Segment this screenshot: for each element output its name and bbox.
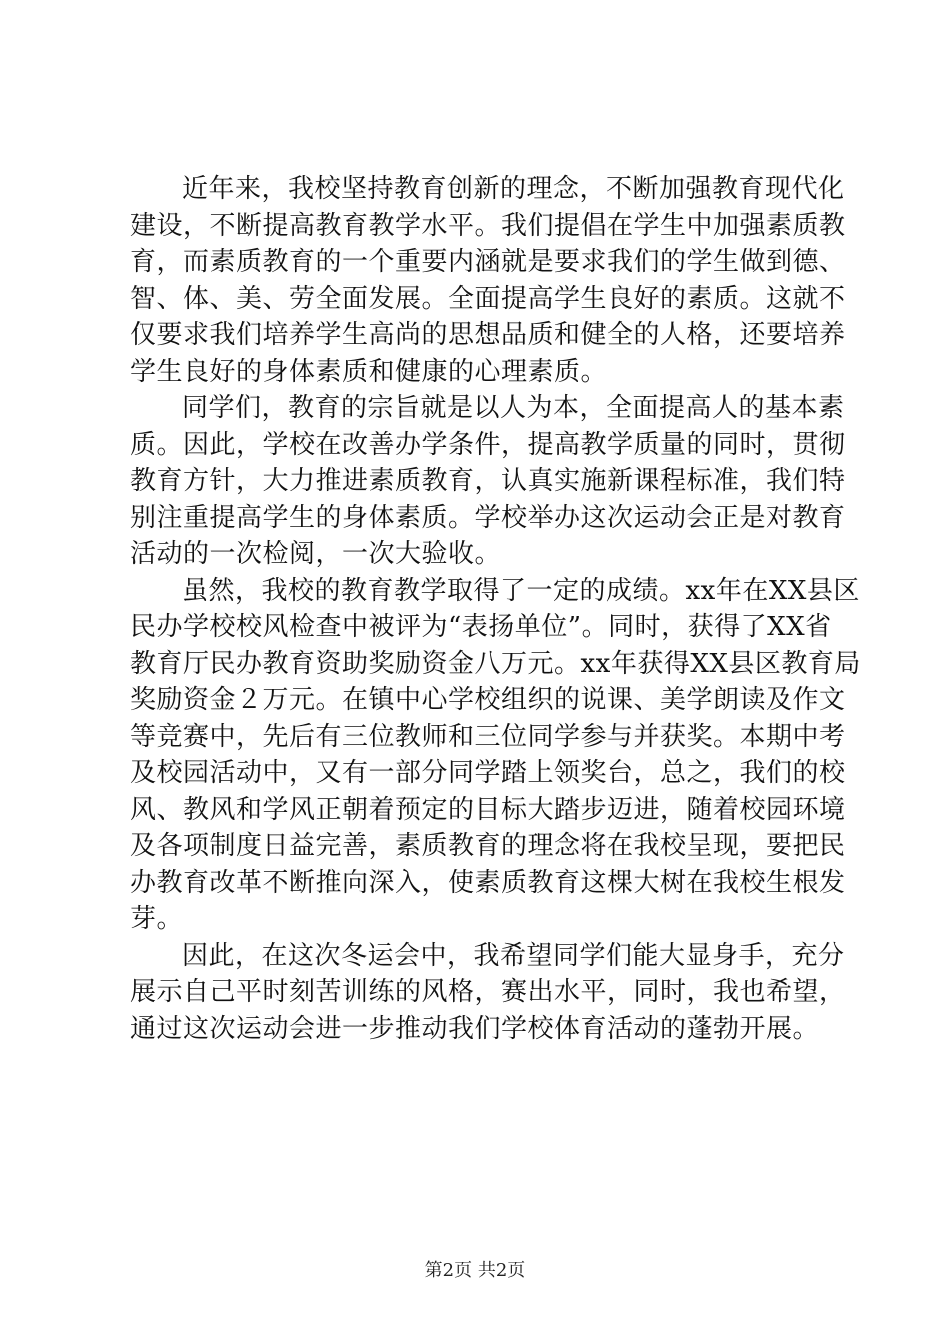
paragraph-line: 质。因此，学校在改善办学条件，提高教学质量的同时，贯彻 [130, 429, 846, 460]
paragraph-line: 教育方针，大力推进素质教育，认真实施新课程标准，我们特 [130, 466, 846, 496]
paragraph-line: 民办学校校风检查中被评为“表扬单位”。同时，获得了XX省 [130, 612, 832, 642]
paragraph-1 [130, 171, 846, 390]
paragraph-line: 活动的一次检阅，一次大验收。 [130, 539, 502, 569]
paragraph-line: 奖励资金２万元。在镇中心学校组织的说课、美学朗读及作文 [130, 685, 846, 715]
paragraph-line: 别注重提高学生的身体素质。学校举办这次运动会正是对教育 [130, 502, 846, 533]
paragraph-line: 教育厅民办教育资助奖励资金八万元。xx年获得XX县区教育局 [130, 648, 861, 679]
paragraph-line: 同学们，教育的宗旨就是以人为本，全面提高人的基本素 [182, 393, 845, 423]
paragraph-line: 育，而素质教育的一个重要内涵就是要求我们的学生做到德、 [130, 247, 846, 277]
paragraph-line: 智、体、美、劳全面发展。全面提高学生良好的素质。这就不 [130, 283, 846, 314]
paragraph-line: 风、教风和学风正朝着预定的目标大踏步迈进，随着校园环境 [130, 794, 846, 825]
paragraph-line: 及校园活动中，又有一部分同学踏上领奖台，总之，我们的校 [130, 758, 846, 788]
paragraph-line: 虽然，我校的教育教学取得了一定的成绩。xx年在XX县区 [182, 575, 860, 606]
paragraph-4 [130, 938, 846, 1048]
paragraph-line: 仅要求我们培养学生高尚的思想品质和健全的人格，还要培养 [130, 320, 846, 350]
document-body [130, 171, 861, 1047]
paragraph-line: 芽。 [130, 904, 184, 934]
paragraph-line: 展示自己平时刻苦训练的风格，赛出水平，同时，我也希望， [130, 977, 846, 1007]
paragraph-line: 建设，不断提高教育教学水平。我们提倡在学生中加强素质教 [130, 210, 846, 241]
page-number-footer: 第2页 共2页 [424, 1260, 526, 1281]
paragraph-line: 近年来，我校坚持教育创新的理念，不断加强教育现代化 [182, 174, 845, 204]
paragraph-2 [130, 390, 846, 573]
paragraph-line: 等竞赛中，先后有三位教师和三位同学参与并获奖。本期中考 [130, 721, 846, 752]
paragraph-line: 通过这次运动会进一步推动我们学校体育活动的蓬勃开展。 [130, 1013, 820, 1044]
paragraph-line: 学生良好的身体素质和健康的心理素质。 [130, 356, 608, 387]
paragraph-line: 因此，在这次冬运会中，我希望同学们能大显身手，充分 [182, 940, 845, 971]
paragraph-line: 及各项制度日益完善，素质教育的理念将在我校呈现，要把民 [130, 831, 846, 861]
paragraph-line: 办教育改革不断推向深入，使素质教育这棵大树在我校生根发 [130, 867, 846, 898]
paragraph-3 [130, 573, 861, 938]
